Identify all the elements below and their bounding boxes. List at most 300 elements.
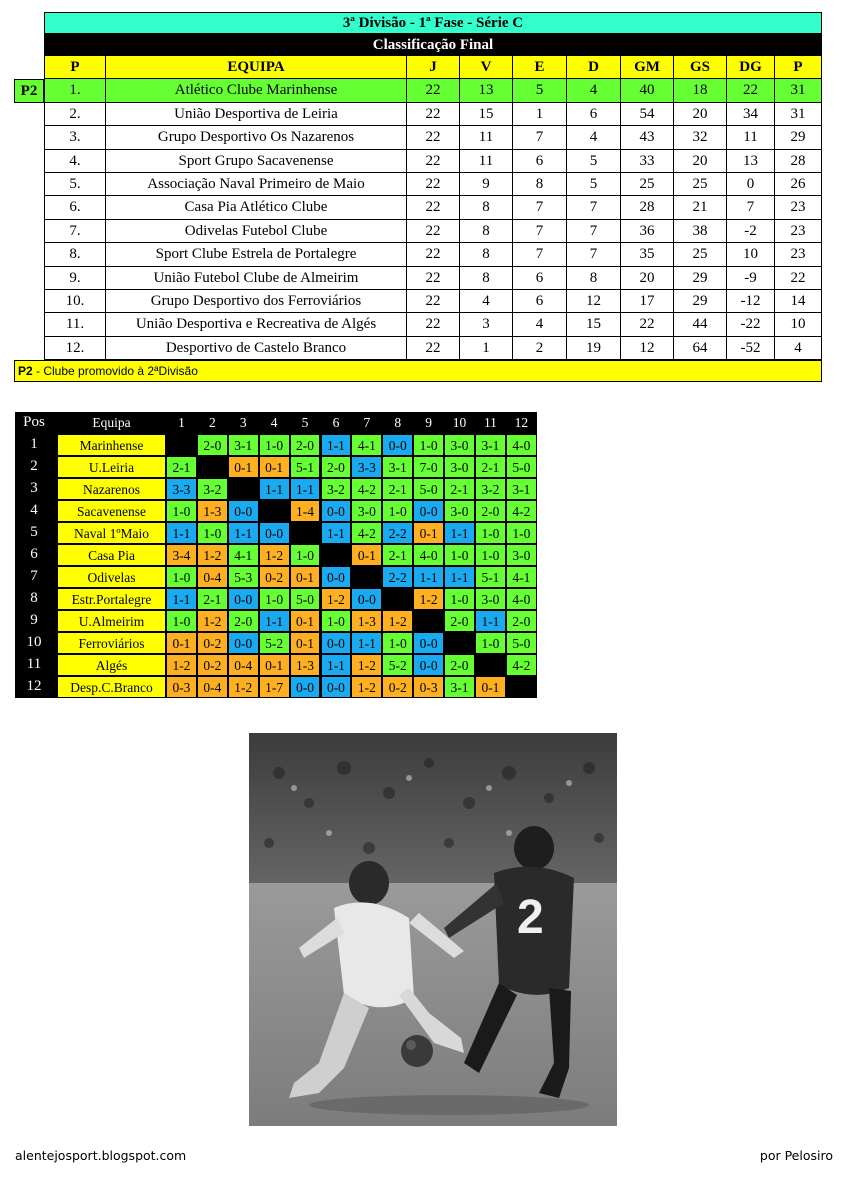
match-result-cell: 4-0: [413, 544, 444, 566]
standings-cell: 10: [775, 313, 822, 336]
grid-self-cell: [166, 434, 197, 456]
match-result-cell: 2-0: [444, 610, 475, 632]
standings-header-cell: J: [407, 56, 460, 79]
standings-cell: 7: [567, 243, 621, 266]
standings-cell: 22: [407, 290, 460, 313]
standings-cell: 22: [407, 196, 460, 219]
standings-cell: 2.: [44, 103, 106, 126]
grid-header-col: 3: [239, 415, 247, 430]
match-result-cell: 1-1: [413, 566, 444, 588]
grid-row-pos: 7: [30, 568, 38, 584]
match-result-cell: 1-3: [290, 654, 321, 676]
match-result-cell: 1-1: [166, 522, 197, 544]
match-result-cell: 0-1: [351, 544, 382, 566]
match-result-cell: 3-4: [166, 544, 197, 566]
standings-cell: 20: [674, 103, 727, 126]
match-result-cell: 0-0: [413, 654, 444, 676]
standings-cell: 22: [407, 313, 460, 336]
match-result-cell: 0-1: [290, 632, 321, 654]
grid-team-name: Ferroviários: [57, 632, 166, 654]
match-result-cell: 1-2: [197, 610, 228, 632]
standings-header-cell: P: [44, 56, 106, 79]
match-result-cell: 1-1: [259, 610, 290, 632]
standings-cell: 22: [407, 267, 460, 290]
team-name: Associação Naval Primeiro de Maio: [106, 173, 407, 196]
grid-header-pos: Pos: [23, 414, 45, 430]
standings-cell: 7: [513, 126, 567, 149]
grid-header-col: 10: [452, 415, 467, 430]
match-result-cell: 2-1: [382, 544, 413, 566]
match-result-cell: 1-2: [228, 676, 259, 698]
standings-cell: 4: [567, 126, 621, 149]
match-result-cell: 1-1: [321, 434, 352, 456]
standings-cell: 18: [674, 79, 727, 102]
match-result-cell: 1-0: [166, 566, 197, 588]
standings-row: [14, 103, 822, 126]
grid-team-name: Marinhense: [57, 434, 166, 456]
match-result-cell: 5-0: [413, 478, 444, 500]
standings-cell: 13: [727, 150, 775, 173]
grid-header-col: 8: [394, 415, 402, 430]
standings-cell: 14: [775, 290, 822, 313]
standings-cell: 22: [727, 79, 775, 102]
match-result-cell: 2-0: [475, 500, 506, 522]
match-result-cell: 1-0: [475, 544, 506, 566]
match-result-cell: 1-0: [290, 544, 321, 566]
standings-header-cell: GM: [621, 56, 674, 79]
match-result-cell: 0-0: [290, 676, 321, 698]
standings-cell: 20: [621, 267, 674, 290]
standings-cell: 11.: [44, 313, 106, 336]
match-result-cell: 1-3: [197, 500, 228, 522]
match-result-cell: 1-1: [351, 632, 382, 654]
standings-cell: 23: [775, 220, 822, 243]
standings-cell: 43: [621, 126, 674, 149]
football-match-photo-illustration: [249, 733, 617, 1126]
standings-cell: 7: [513, 196, 567, 219]
grid-header-col: 12: [514, 415, 529, 430]
standings-cell: 12: [621, 337, 674, 360]
standings-cell: -52: [727, 337, 775, 360]
grid-self-cell: [290, 522, 321, 544]
match-result-cell: 3-1: [444, 676, 475, 698]
standings-row: [14, 220, 822, 243]
standings-cell: 6: [513, 290, 567, 313]
match-result-cell: 3-0: [444, 500, 475, 522]
grid-team-name: Desp.C.Branco: [57, 676, 166, 698]
team-name: Sport Clube Estrela de Portalegre: [106, 243, 407, 266]
standings-cell: 31: [775, 103, 822, 126]
standings-cell: 22: [407, 150, 460, 173]
grid-self-cell: [321, 544, 352, 566]
match-result-cell: 0-2: [197, 632, 228, 654]
standings-cell: 8: [460, 220, 513, 243]
standings-cell: 40: [621, 79, 674, 102]
standings-title: 3ª Divisão - 1ª Fase - Série C: [44, 12, 822, 34]
grid-header-col: 1: [178, 415, 185, 430]
match-result-cell: 0-0: [228, 632, 259, 654]
promotion-badge: P2: [14, 79, 44, 102]
grid-self-cell: [506, 676, 537, 698]
standings-cell: 15: [460, 103, 513, 126]
standings-cell: 26: [775, 173, 822, 196]
standings-cell: 10: [727, 243, 775, 266]
standings-header-cell: V: [460, 56, 513, 79]
match-result-cell: 0-0: [228, 588, 259, 610]
match-result-cell: 1-1: [444, 522, 475, 544]
grid-team-name: U.Leiria: [57, 456, 166, 478]
standings-row: [14, 313, 822, 336]
standings-cell: 54: [621, 103, 674, 126]
match-result-cell: 2-1: [197, 588, 228, 610]
grid-header-col: 11: [483, 415, 497, 430]
match-result-cell: 0-3: [413, 676, 444, 698]
match-result-cell: 0-4: [197, 676, 228, 698]
standings-cell: 32: [674, 126, 727, 149]
match-result-cell: 1-2: [259, 544, 290, 566]
grid-header-team: Equipa: [92, 415, 131, 430]
match-result-cell: 0-0: [321, 500, 352, 522]
match-result-cell: 0-0: [321, 566, 352, 588]
grid-header-col: 6: [332, 415, 340, 430]
grid-row-pos: 11: [26, 656, 42, 672]
standings-cell: 1: [460, 337, 513, 360]
team-name: Grupo Desportivo Os Nazarenos: [106, 126, 407, 149]
match-result-cell: 3-0: [351, 500, 382, 522]
team-name: Odivelas Futebol Clube: [106, 220, 407, 243]
grid-team-name: Nazarenos: [57, 478, 166, 500]
grid-row-pos: 1: [30, 436, 38, 452]
standings-cell: 7: [727, 196, 775, 219]
standings-cell: 3.: [44, 126, 106, 149]
standings-row: [14, 173, 822, 196]
match-result-cell: 1-0: [382, 500, 413, 522]
match-result-cell: 1-0: [506, 522, 537, 544]
match-result-cell: 3-1: [506, 478, 537, 500]
match-result-cell: 2-0: [444, 654, 475, 676]
standings-cell: 8: [567, 267, 621, 290]
standings-cell: 35: [621, 243, 674, 266]
match-result-cell: 0-1: [413, 522, 444, 544]
grid-row-pos: 6: [30, 546, 38, 562]
standings-cell: 23: [775, 196, 822, 219]
standings-cell: 8.: [44, 243, 106, 266]
match-result-cell: 0-0: [259, 522, 290, 544]
standings-cell: 6.: [44, 196, 106, 219]
match-result-cell: 2-0: [228, 610, 259, 632]
standings-row: [14, 196, 822, 219]
grid-self-cell: [475, 654, 506, 676]
match-result-cell: 3-2: [321, 478, 352, 500]
grid-team-name: Casa Pia: [57, 544, 166, 566]
standings-cell: 17: [621, 290, 674, 313]
standings-cell: 5: [513, 79, 567, 102]
footer-site-link[interactable]: alentejosport.blogspot.com: [15, 1148, 187, 1163]
match-result-cell: 1-0: [413, 434, 444, 456]
standings-cell: 4: [775, 337, 822, 360]
svg-text:2: 2: [517, 891, 544, 944]
standings-cell: 7: [513, 243, 567, 266]
standings-cell: 3: [460, 313, 513, 336]
standings-cell: 22: [407, 220, 460, 243]
grid-self-cell: [413, 610, 444, 632]
match-result-cell: 1-0: [475, 632, 506, 654]
match-result-cell: 0-4: [228, 654, 259, 676]
match-result-cell: 0-3: [166, 676, 197, 698]
standings-cell: 8: [460, 243, 513, 266]
standings-cell: 31: [775, 79, 822, 102]
grid-row-pos: 9: [30, 612, 38, 628]
grid-row-pos: 2: [30, 458, 38, 474]
match-result-cell: 0-2: [382, 676, 413, 698]
match-result-cell: 1-0: [197, 522, 228, 544]
standings-cell: 4: [567, 79, 621, 102]
standings-cell: 22: [621, 313, 674, 336]
standings-row: [14, 126, 822, 149]
standings-cell: 7: [513, 220, 567, 243]
match-result-cell: 1-0: [444, 588, 475, 610]
standings-row: [14, 290, 822, 313]
match-result-cell: 5-2: [382, 654, 413, 676]
match-result-cell: 1-0: [259, 434, 290, 456]
match-result-cell: 7-0: [413, 456, 444, 478]
match-result-cell: 3-3: [351, 456, 382, 478]
match-result-cell: 4-1: [228, 544, 259, 566]
standings-cell: 11: [727, 126, 775, 149]
match-result-cell: 3-0: [444, 456, 475, 478]
standings-subtitle: Classificação Final: [44, 34, 822, 56]
grid-self-cell: [444, 632, 475, 654]
match-result-cell: 4-2: [506, 654, 537, 676]
standings-cell: 28: [621, 196, 674, 219]
grid-header-col: 7: [363, 415, 371, 430]
footnote-text: - Clube promovido à 2ªDivisão: [32, 364, 198, 379]
grid-team-name: Estr.Portalegre: [57, 588, 166, 610]
match-result-cell: 5-3: [228, 566, 259, 588]
match-result-cell: 0-1: [259, 654, 290, 676]
team-name: Casa Pia Atlético Clube: [106, 196, 407, 219]
grid-header-col: 5: [301, 415, 309, 430]
grid-team-name: Sacavenense: [57, 500, 166, 522]
match-result-cell: 2-0: [506, 610, 537, 632]
standings-cell: 22: [407, 243, 460, 266]
standings-cell: 8: [460, 196, 513, 219]
match-result-cell: 0-2: [197, 654, 228, 676]
standings-cell: 25: [621, 173, 674, 196]
standings-header-cell: EQUIPA: [106, 56, 407, 79]
footnote-code: P2: [18, 364, 33, 379]
promotion-footnote: [14, 360, 822, 382]
standings-cell: 7: [567, 220, 621, 243]
standings-cell: 21: [674, 196, 727, 219]
standings-cell: 23: [775, 243, 822, 266]
match-result-cell: 0-1: [290, 610, 321, 632]
standings-row: [14, 150, 822, 173]
standings-cell: 22: [407, 173, 460, 196]
match-result-cell: 0-0: [351, 588, 382, 610]
grid-row-pos: 3: [30, 480, 38, 496]
grid-self-cell: [382, 588, 413, 610]
standings-cell: 22: [407, 79, 460, 102]
team-name: Desportivo de Castelo Branco: [106, 337, 407, 360]
standings-cell: 20: [674, 150, 727, 173]
match-result-cell: 5-0: [506, 456, 537, 478]
match-result-cell: 0-0: [321, 676, 352, 698]
standings-cell: 25: [674, 173, 727, 196]
match-result-cell: 1-4: [290, 500, 321, 522]
standings-cell: 8: [460, 267, 513, 290]
standings-cell: 6: [567, 103, 621, 126]
match-result-cell: 2-2: [382, 566, 413, 588]
match-result-cell: 3-0: [444, 434, 475, 456]
grid-self-cell: [351, 566, 382, 588]
standings-cell: 5.: [44, 173, 106, 196]
match-result-cell: 1-2: [197, 544, 228, 566]
standings-header-cell: E: [513, 56, 567, 79]
standings-cell: 6: [513, 150, 567, 173]
match-result-cell: 5-1: [475, 566, 506, 588]
standings-cell: 13: [460, 79, 513, 102]
team-name: Atlético Clube Marinhense: [106, 79, 407, 102]
match-result-cell: 5-2: [259, 632, 290, 654]
standings-cell: 36: [621, 220, 674, 243]
standings-cell: 1: [513, 103, 567, 126]
grid-team-name: Naval 1ºMaio: [57, 522, 166, 544]
standings-cell: 1.: [44, 79, 106, 102]
match-result-cell: 3-2: [475, 478, 506, 500]
match-result-cell: 0-4: [197, 566, 228, 588]
match-result-cell: 4-2: [351, 478, 382, 500]
grid-row-pos: 5: [30, 524, 38, 540]
standings-cell: 33: [621, 150, 674, 173]
standings-cell: 22: [407, 126, 460, 149]
standings-cell: 11: [460, 150, 513, 173]
grid-header-col: 2: [208, 415, 216, 430]
standings-cell: 9: [460, 173, 513, 196]
match-result-cell: 2-0: [290, 434, 321, 456]
standings-cell: 29: [775, 126, 822, 149]
match-result-cell: 1-0: [259, 588, 290, 610]
standings-cell: 8: [513, 173, 567, 196]
match-result-cell: 2-0: [321, 456, 352, 478]
match-result-cell: 4-2: [351, 522, 382, 544]
match-result-cell: 1-1: [166, 588, 197, 610]
match-result-cell: 0-0: [321, 632, 352, 654]
match-result-cell: 1-1: [259, 478, 290, 500]
match-result-cell: 1-0: [166, 610, 197, 632]
standings-cell: 38: [674, 220, 727, 243]
standings-cell: 5: [567, 173, 621, 196]
standings-cell: 15: [567, 313, 621, 336]
match-result-cell: 1-0: [444, 544, 475, 566]
team-name: União Desportiva de Leiria: [106, 103, 407, 126]
match-result-cell: 0-0: [382, 434, 413, 456]
match-result-cell: 3-1: [475, 434, 506, 456]
grid-row-pos: 12: [26, 678, 42, 694]
match-result-cell: 1-2: [413, 588, 444, 610]
team-name: União Desportiva e Recreativa de Algés: [106, 313, 407, 336]
standings-header-cell: P: [775, 56, 822, 79]
match-result-cell: 1-2: [321, 588, 352, 610]
standings-cell: 22: [775, 267, 822, 290]
match-result-cell: 0-1: [228, 456, 259, 478]
standings-cell: 64: [674, 337, 727, 360]
match-result-cell: 0-1: [166, 632, 197, 654]
standings-cell: -2: [727, 220, 775, 243]
grid-team-name: Algés: [57, 654, 166, 676]
match-result-cell: 3-1: [382, 456, 413, 478]
team-name: União Futebol Clube de Almeirim: [106, 267, 407, 290]
match-result-cell: 1-2: [166, 654, 197, 676]
match-result-cell: 2-1: [166, 456, 197, 478]
grid-header-col: 9: [425, 415, 432, 430]
match-result-cell: 4-0: [506, 434, 537, 456]
match-result-cell: 2-2: [382, 522, 413, 544]
match-result-cell: 1-1: [444, 566, 475, 588]
standings-cell: 22: [407, 103, 460, 126]
match-result-cell: 2-0: [197, 434, 228, 456]
match-result-cell: 4-2: [506, 500, 537, 522]
standings-cell: 0: [727, 173, 775, 196]
match-result-cell: 0-1: [259, 456, 290, 478]
standings-cell: 5: [567, 150, 621, 173]
match-result-cell: 2-1: [475, 456, 506, 478]
grid-team-name: U.Almeirim: [57, 610, 166, 632]
match-result-cell: 1-2: [351, 654, 382, 676]
grid-row-pos: 4: [30, 502, 38, 518]
match-result-cell: 1-1: [290, 478, 321, 500]
match-result-cell: 0-1: [290, 566, 321, 588]
standings-cell: -12: [727, 290, 775, 313]
match-result-cell: 1-3: [351, 610, 382, 632]
match-result-cell: 1-2: [351, 676, 382, 698]
grid-self-cell: [197, 456, 228, 478]
match-result-cell: 1-0: [166, 500, 197, 522]
grid-row-pos: 10: [26, 634, 42, 650]
match-result-cell: 3-0: [506, 544, 537, 566]
standings-row: [14, 79, 822, 102]
match-result-cell: 3-1: [228, 434, 259, 456]
standings-cell: 2: [513, 337, 567, 360]
match-result-cell: 5-1: [290, 456, 321, 478]
standings-cell: 12: [567, 290, 621, 313]
match-result-cell: 1-1: [321, 654, 352, 676]
standings-cell: 12.: [44, 337, 106, 360]
match-result-cell: 2-1: [444, 478, 475, 500]
footer-author: por Pelosiro: [759, 1148, 833, 1163]
standings-row: [14, 243, 822, 266]
match-photo: [249, 733, 617, 1126]
standings-cell: 28: [775, 150, 822, 173]
grid-self-cell: [259, 500, 290, 522]
match-result-cell: 1-2: [382, 610, 413, 632]
match-result-cell: 0-2: [259, 566, 290, 588]
match-result-cell: 1-0: [382, 632, 413, 654]
match-result-cell: 4-1: [351, 434, 382, 456]
standings-cell: 34: [727, 103, 775, 126]
standings-cell: 44: [674, 313, 727, 336]
match-result-cell: 5-0: [506, 632, 537, 654]
match-result-cell: 0-1: [475, 676, 506, 698]
standings-cell: 19: [567, 337, 621, 360]
standings-header-cell: DG: [727, 56, 775, 79]
match-result-cell: 1-0: [321, 610, 352, 632]
standings-cell: -22: [727, 313, 775, 336]
standings-cell: 6: [513, 267, 567, 290]
standings-cell: -9: [727, 267, 775, 290]
standings-cell: 9.: [44, 267, 106, 290]
standings-header-row: [14, 56, 822, 79]
